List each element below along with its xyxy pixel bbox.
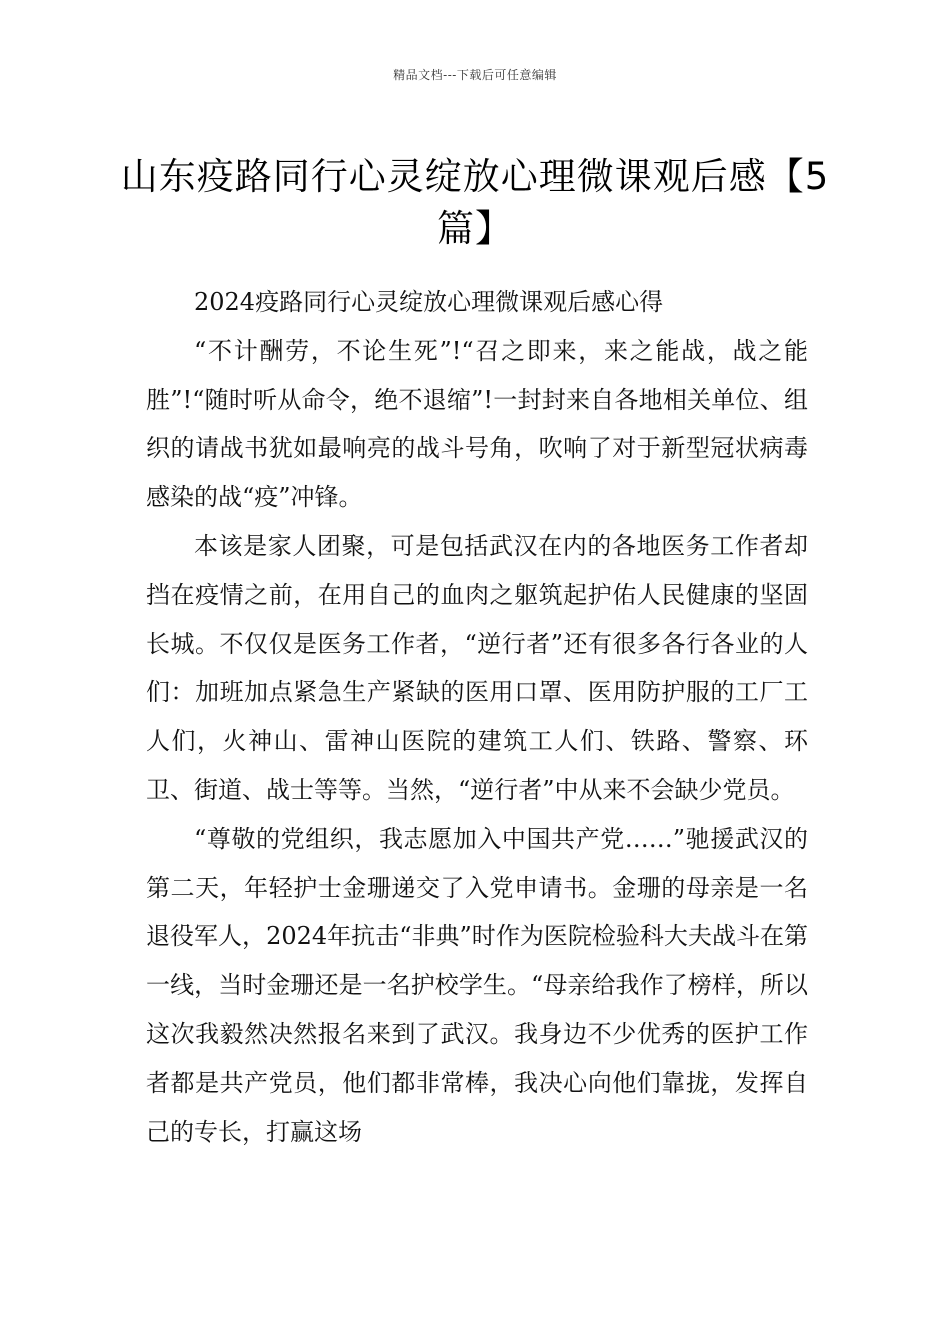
header-note: 精品文档---下载后可任意编辑 (393, 68, 557, 82)
paragraph: “尊敬的党组织，我志愿加入中国共产党……”驰援武汉的第二天，年轻护士金珊递交了入党申请书。金珊的母亲是一名退役军人，2024年抗击“非典”时作为医院检验科大夫战斗在第一线，当时金珊还是一名护校学生。“母亲给我作了榜样，所以这次我毅然决然报名来到了武汉。我身边不少优秀的医护工作者都是共产党员，他们都非常棒，我决心向他们靠拢，发挥自己的专长，打赢这场 (146, 824, 808, 1146)
paragraph-subtitle: 2024疫路同行心灵绽放心理微课观后感心得 (194, 288, 664, 316)
paragraph: “不计酬劳，不论生死”!“召之即来，来之能战，战之能胜”!“随时听从命令，绝不退缩”!一封封来自各地相关单位、组织的请战书犹如最响亮的战斗号角，吹响了对于新型冠状病毒感染的战“疫”冲锋。 (146, 336, 808, 512)
document-body (146, 278, 808, 1156)
document-title: 山东疫路同行心灵绽放心理微课观后感【5篇】 (120, 154, 830, 250)
paragraph: 本该是家人团聚，可是包括武汉在内的各地医务工作者却挡在疫情之前，在用自己的血肉之躯筑起护佑人民健康的坚固长城。不仅仅是医务工作者，“逆行者”还有很多各行各业的人们：加班加点紧急生产紧缺的医用口罩、医用防护服的工厂工人们，火神山、雷神山医院的建筑工人们、铁路、警察、环卫、街道、战士等等。当然，“逆行者”中从来不会缺少党员。 (146, 531, 808, 804)
